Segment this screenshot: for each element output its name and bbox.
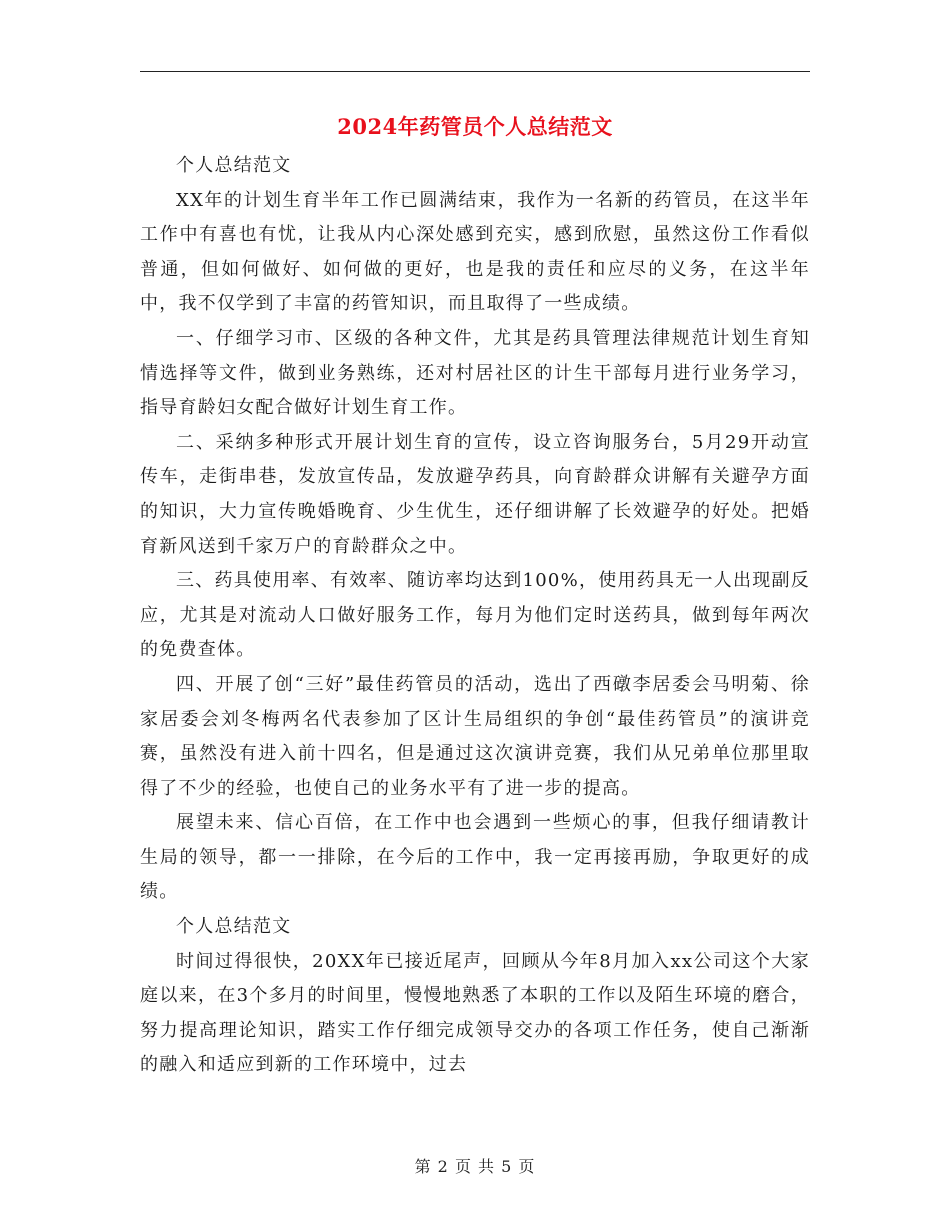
body-paragraph: 时间过得很快，20XX年已接近尾声，回顾从今年8月加入xx公司这个大家庭以来，在3个多月的时间里，慢慢地熟悉了本职的工作以及陌生环境的磨合，努力提高理论知识，踏实工作仔细完成领导交办的各项工作任务，使自己渐渐的融入和适应到新的工作环境中，过去: [140, 950, 810, 1076]
header-rule: [140, 71, 810, 72]
body-paragraph: 四、开展了创“三好”最佳药管员的活动，选出了西礅李居委会马明菊、徐家居委会刘冬梅两名代表参加了区计生局组织的争创“最佳药管员”的演讲竞赛，虽然没有进入前十四名，但是通过这次演讲竞赛，我们从兄弟单位那里取得了不少的经验，也使自己的业务水平有了进一步的提高。: [140, 673, 810, 799]
body-paragraph: XX年的计划生育半年工作已圆满结束，我作为一名新的药管员，在这半年工作中有喜也有忧，让我从内心深处感到充实，感到欣慰，虽然这份工作看似普通，但如何做好、如何做的更好，也是我的责任和应尽的义务，在这半年中，我不仅学到了丰富的药管知识，而且取得了一些成绩。: [140, 189, 810, 315]
body-paragraph: 展望未来、信心百倍，在工作中也会遇到一些烦心的事，但我仔细请教计生局的领导，都一一排除，在今后的工作中，我一定再接再励，争取更好的成绩。: [140, 812, 810, 903]
section-heading: 个人总结范文: [176, 155, 292, 176]
section-heading: 个人总结范文: [176, 916, 292, 938]
body-paragraph: 三、药具使用率、有效率、随访率均达到100%，使用药具无一人出现副反应，尤其是对流动人口做好服务工作，每月为他们定时送药具，做到每年两次的免费查体。: [140, 570, 810, 661]
body-paragraph: 二、采纳多种形式开展计划生育的宣传，设立咨询服务台，5月29开动宣传车，走街串巷，发放宣传品，发放避孕药具，向育龄群众讲解有关避孕方面的知识，大力宣传晚婚晚育、少生优生，还仔细讲解了长效避孕的好处。把婚育新风送到千家万户的育龄群众之中。: [140, 431, 810, 557]
document-body: [140, 149, 810, 1083]
body-paragraph: 一、仔细学习市、区级的各种文件，尤其是药具管理法律规范计划生育知情选择等文件，做到业务熟练，还对村居社区的计生干部每月进行业务学习，指导育龄妇女配合做好计划生育工作。: [140, 327, 810, 419]
page-number-footer: 第 2 页 共 5 页: [414, 1157, 536, 1176]
document-title: 2024年药管员个人总结范文: [337, 114, 613, 139]
